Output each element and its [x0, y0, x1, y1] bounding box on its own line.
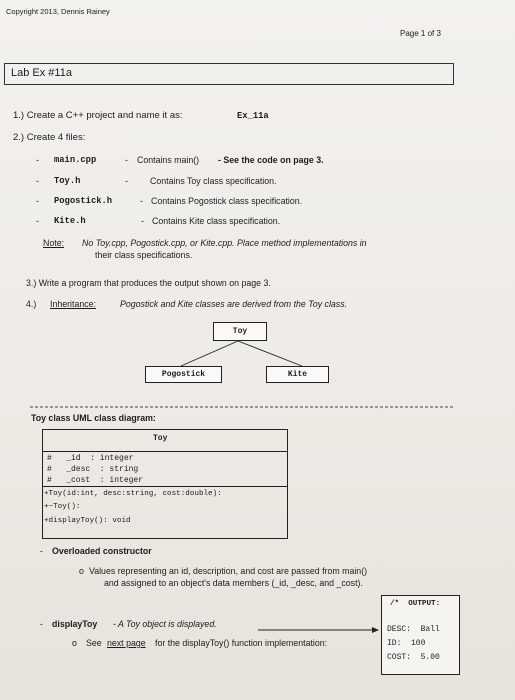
output-header: /* OUTPUT: [390, 600, 441, 608]
display-see: See [86, 638, 102, 648]
file-dash: - [36, 196, 39, 206]
file-dash: - [36, 216, 39, 226]
step-2-text: 2.) Create 4 files: [13, 132, 86, 143]
file-desc-main: Contains main() [137, 155, 200, 165]
file-name-kite: Kite.h [54, 216, 86, 226]
class-box-pogostick: Pogostick [145, 366, 222, 383]
constructor-line-2: and assigned to an object's data members (_id, _desc, and _cost). [104, 578, 363, 588]
output-line: COST: 5.00 [387, 653, 440, 662]
file-name-main: main.cpp [54, 155, 97, 165]
sub-bullet-mark: o [72, 638, 77, 648]
note-label: Note: [43, 238, 65, 248]
file-dash: - [36, 155, 39, 165]
sub-bullet-mark: o [79, 566, 84, 576]
class-box-toy: Toy [213, 322, 267, 341]
uml-method: +Toy(id:int, desc:string, cost:double): [44, 490, 222, 498]
lab-title: Lab Ex #11a [11, 67, 72, 79]
file-desc-toy: Contains Toy class specification. [150, 176, 277, 186]
file-extra-main: - See the code on page 3. [218, 155, 324, 165]
constructor-title: Overloaded constructor [52, 546, 152, 556]
next-page-link[interactable]: next page [107, 638, 146, 648]
file-name-pogostick: Pogostick.h [54, 196, 113, 206]
uml-class-name: Toy [153, 434, 168, 443]
uml-method: +~Toy(): [44, 503, 81, 511]
file-sep: - [125, 176, 128, 186]
note-line-1: No Toy.cpp, Pogostick.cpp, or Kite.cpp. Place method implementations in [82, 238, 367, 248]
uml-method: +displayToy(): void [44, 517, 131, 525]
constructor-line-1: Values representing an id, description, and cost are passed from main() [89, 566, 368, 576]
file-sep: - [141, 216, 144, 226]
step-4-text: Pogostick and Kite classes are derived from the Toy class. [120, 299, 348, 309]
uml-attribute: # _cost : integer [47, 476, 144, 485]
step-4-link: Inheritance: [50, 299, 96, 309]
file-sep: - [125, 155, 128, 165]
file-name-toy: Toy.h [54, 176, 81, 186]
uml-heading: Toy class UML class diagram: [31, 413, 156, 423]
file-sep: - [140, 196, 143, 206]
bullet-dash: - [40, 619, 43, 629]
file-dash: - [36, 176, 39, 186]
page-number: Page 1 of 3 [400, 29, 441, 38]
bullet-dash: - [40, 546, 43, 556]
output-line: DESC: Ball [387, 625, 440, 634]
step-1-code: Ex_11a [237, 111, 269, 121]
display-text: - A Toy object is displayed. [113, 619, 217, 629]
class-box-kite: Kite [266, 366, 329, 383]
copyright: Copyright 2013, Dennis Rainey [6, 7, 110, 16]
step-3-text: 3.) Write a program that produces the output shown on page 3. [26, 278, 271, 288]
file-desc-kite: Contains Kite class specification. [152, 216, 281, 226]
step-1-text: 1.) Create a C++ project and name it as: [13, 110, 183, 121]
output-line: ID: 100 [387, 639, 426, 648]
note-line-2: their class specifications. [95, 250, 193, 260]
uml-attribute: # _id : integer [47, 454, 134, 463]
uml-attribute: # _desc : string [47, 465, 139, 474]
display-line: for the displayToy() function implementation: [155, 638, 328, 648]
step-4-number: 4.) [26, 299, 37, 309]
display-title: displayToy [52, 619, 98, 629]
file-desc-pogostick: Contains Pogostick class specification. [151, 196, 303, 206]
